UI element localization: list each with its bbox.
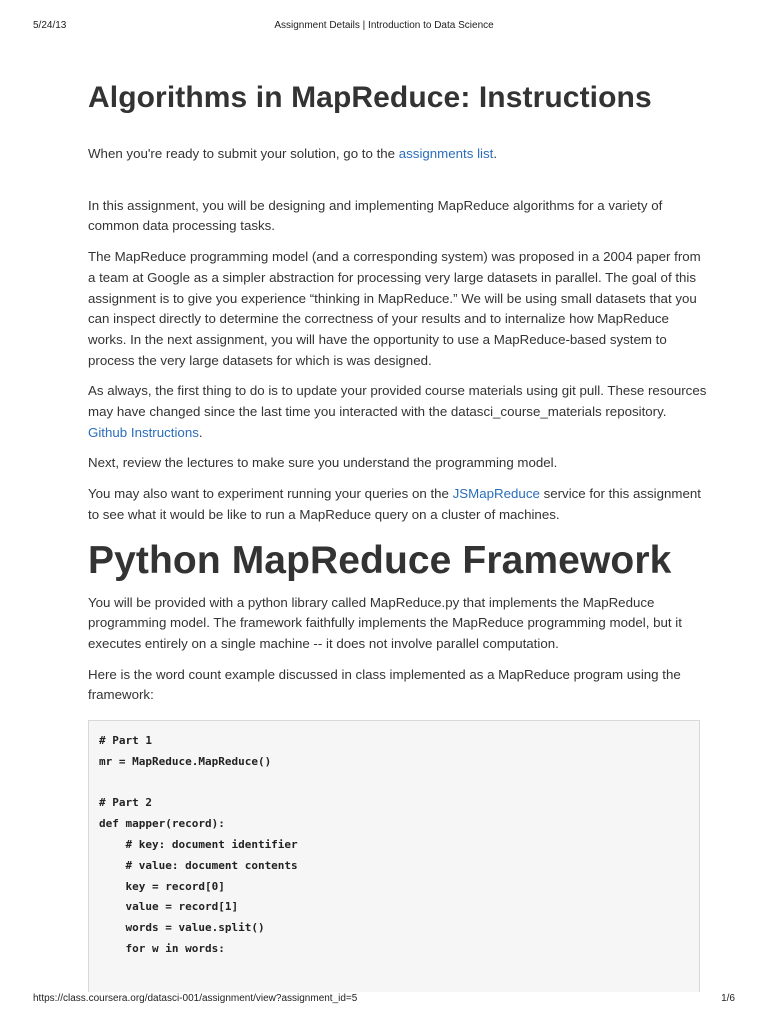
github-instructions-link[interactable]: Github Instructions [88,424,199,440]
code-block [88,720,700,992]
intro-paragraph: In this assignment, you will be designing and implementing MapReduce algorithms for a variety of common data processing tasks. [88,197,663,234]
git-pull-paragraph [88,381,708,443]
print-footer [0,993,768,1007]
assignments-list-link[interactable]: assignments list [398,146,494,161]
jsmapreduce-text: You may also want to experiment running your queries on the [88,486,453,502]
submit-text-end: . [493,146,498,161]
print-header [0,20,768,34]
jsmapreduce-text-end: service for this assignment to see what it would be like to run a MapReduce query on a cluster of machines. [88,486,701,522]
jsmapreduce-link[interactable]: JSMapReduce [452,486,540,502]
page-title: Algorithms in MapReduce: Instructions [88,81,652,114]
wordcount-paragraph: Here is the word count example discussed in class implemented as a MapReduce program using the framework: [88,666,681,703]
print-url: https://class.coursera.org/datasci-001/assignment/view?assignment_id=5 [33,993,358,1004]
submit-instructions [88,144,708,165]
git-pull-text-end: . [198,424,203,440]
print-page-title: Assignment Details | Introduction to Data Science [274,20,494,31]
git-pull-text: As always, the first thing to do is to update your provided course materials using git pull. These resources may have changed since the last time you interacted with the datasci_course_materials repository. [88,383,707,420]
jsmapreduce-paragraph [88,484,708,525]
review-lectures-paragraph: Next, review the lectures to make sure you understand the programming model. [88,455,558,471]
framework-paragraph: You will be provided with a python library called MapReduce.py that implements the MapReduce programming model. The framework faithfully implements the MapReduce programming model, but it executes entirely on a single machine -- it does not involve parallel computation. [88,594,682,651]
print-date: 5/24/13 [33,20,67,31]
mapreduce-model-paragraph: The MapReduce programming model (and a corresponding system) was proposed in a 2004 paper from a team at Google as a simpler abstraction for processing very large datasets in parallel. The goal of this assignment is to give you experience “thinking in MapReduce.” We will be using small datasets that you can inspect directly to determine the correctness of your results and to internalize how MapReduce works. In the next assignment, you will have the opportunity to use a MapReduce-based system to process the very large datasets for which is was designed. [88,249,701,368]
submit-text: When you're ready to submit your solution, go to the [88,146,399,161]
print-page-number: 1/6 [721,993,735,1004]
section-heading: Python MapReduce Framework [88,538,672,582]
code-listing: # Part 1 mr = MapReduce.MapReduce() # Part 2 def mapper(record): # key: document identifier # value: document contents key = record[0] value = record[1] words = value.split() for w in words: [99,734,298,956]
assignment-content [88,74,708,992]
